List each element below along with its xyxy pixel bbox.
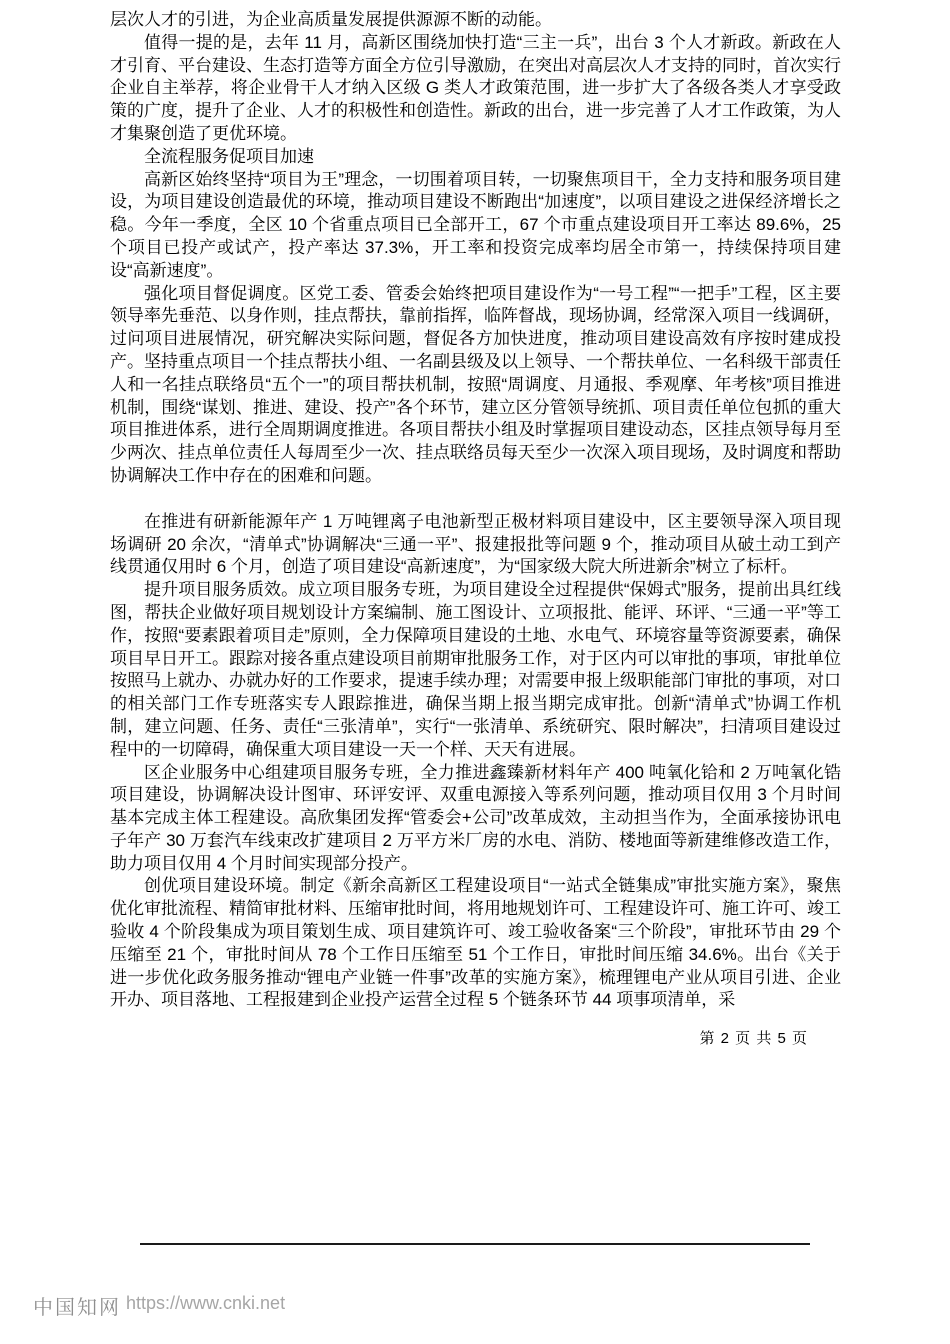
paragraph: 提升项目服务质效。成立项目服务专班，为项目建设全过程提供“保姆式”服务，提前出具红线图，帮扶企业做好项目规划设计方案编制、施工图设计、立项报批、能评、环评、“三通一平”等工作，按照“要素跟着项目走”原则，全力保障项目建设的土地、水电气、环境容量等资源要素，确保项目早日开工。跟踪对接各重点建设项目前期审批服务工作，对于区内可以审批的事项，审批单位按照马上就办、办就办好的工作要求，提速手续办理；对需要申报上级职能部门审批的事项，对口的相关部门工作专班落实专人跟踪推进，确保当期上报当期完成审批。创新“清单式”协调工作机制，建立问题、任务、责任“三张清单”，实行“一张清单、系统研究、限时解决”，扫清项目建设过程中的一切障碍，确保重大项目建设一天一个样、天天有进展。: [110, 580, 841, 759]
paragraph: 高新区始终坚持“项目为王”理念，一切围着项目转，一切聚焦项目干，全力支持和服务项目建设，为项目建设创造最优的环境，推动项目建设不断跑出“加速度”，以项目建设之进保经济增长之稳。今年一季度，全区 10 个省重点项目已全部开工，67 个市重点建设项目开工率达 89.6%，25 个项目已投产或试产，投产率达 37.3%，开工率和投资完成率均居全市第一，持续保持项目建设“高新速度”。: [110, 169, 841, 280]
paragraph: 全流程服务促项目加速: [144, 146, 314, 166]
paragraph: 区企业服务中心组建项目服务专班，全力推进鑫臻新材料年产 400 吨氧化铪和 2 万吨氧化锆项目建设，协调解决设计图审、环评安评、双重电源接入等系列问题，推动项目仅用 3 个月时间基本完成主体工程建设。高欣集团发挥“管委会+公司”改革成效，主动担当作为，全面承接协讯电子年产 30 万套汽车线束改扩建项目 2 万平方米厂房的水电、消防、楼地面等新建维修改造工作，助力项目仅用 4 个月时间实现部分投产。: [110, 762, 841, 873]
paragraph: 在推进有研新能源年产 1 万吨锂离子电池新型正极材料项目建设中，区主要领导深入项目现场调研 20 余次，“清单式”协调解决“三通一平”、报建报批等问题 9 个，推动项目从破土动工到产线贯通仅用时 6 个月，创造了项目建设“高新速度”，为“国家级大院大所进新余”树立了标杆。: [110, 511, 841, 577]
cnki-watermark-url: https://www.cnki.net: [126, 1293, 286, 1313]
document-body: [110, 9, 841, 1051]
page-number: 第 2 页 共 5 页: [699, 1030, 808, 1048]
paragraph: 创优项目建设环境。制定《新余高新区工程建设项目“一站式全链集成”审批实施方案》，聚焦优化审批流程、精简审批材料、压缩审批时间，将用地规划许可、工程建设许可、施工许可、竣工验收 4 个阶段集成为项目策划生成、项目建筑许可、竣工验收备案“三个阶段”，审批环节由 29 个压缩至 21 个，审批时间从 78 个工作日压缩至 51 个工作日，审批时间压缩 34.6%。出台《关于进一步优化政务服务推动“锂电产业链一件事”改革的实施方案》，梳理锂电产业从项目引进、企业开办、项目落地、工程报建到企业投产运营全过程 5 个链条环节 44 项事项清单，采: [110, 876, 841, 1010]
paragraph: 强化项目督促调度。区党工委、管委会始终把项目建设作为“一号工程”“一把手”工程，区主要领导率先垂范、以身作则，挂点帮扶，靠前指挥，临阵督战，现场协调，经常深入项目一线调研，过问项目进展情况，研究解决实际问题，督促各方加快进度，推动项目建设高效有序按时建成投产。坚持重点项目一个挂点帮扶小组、一名副县级及以上领导、一个帮扶单位、一名科级干部责任人和一名挂点联络员“五个一”的项目帮扶机制，按照“周调度、月通报、季观摩、年考核”项目推进机制，围绕“谋划、推进、建设、投产”各个环节，建立区分管领导统抓、项目责任单位包抓的重大项目推进体系，进行全周期调度推进。各项目帮扶小组及时掌握项目建设动态，区挂点领导每月至少两次、挂点单位责任人每周至少一次、挂点联络员每天至少一次深入项目现场，及时调度和帮助协调解决工作中存在的困难和问题。: [110, 283, 841, 485]
cnki-watermark-logo: 中国知网: [33, 1297, 121, 1319]
paragraph: 层次人才的引进，为企业高质量发展提供源源不断的动能。: [110, 10, 552, 29]
paragraph: 值得一提的是，去年 11 月，高新区围绕加快打造“三主一兵”，出台 3 个人才新政。新政在人才引育、平台建设、生态打造等方面全方位引导激励，在突出对高层次人才支持的同时，首次实行企业自主举荐，将企业骨干人才纳入区级 G 类人才政策范围，进一步扩大了各级各类人才享受政策的广度，提升了企业、人才的积极性和创造性。新政的出台，进一步完善了人才工作政策，为人才集聚创造了更优环境。: [110, 32, 841, 143]
footer-divider: [140, 1243, 810, 1245]
